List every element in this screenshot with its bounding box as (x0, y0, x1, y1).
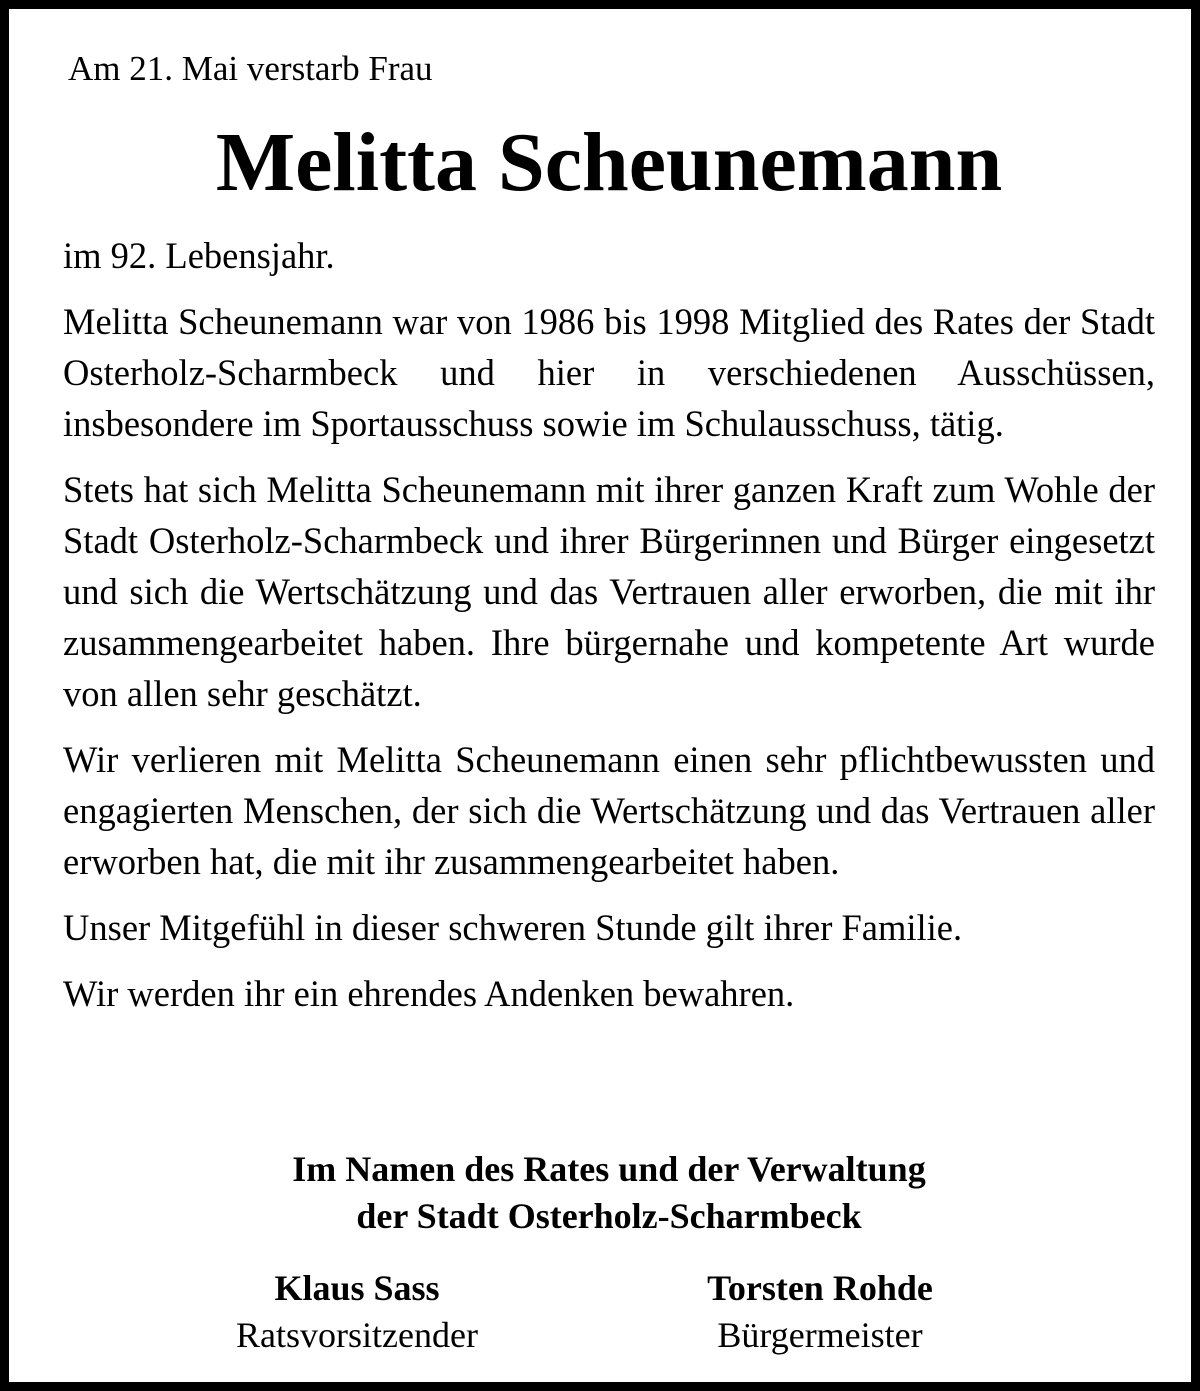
paragraph-condolence: Unser Mitgefühl in dieser schweren Stunde gilt ihrer Familie. (63, 907, 963, 948)
obituary-body (63, 230, 1155, 1034)
signer-title: Ratsvorsitzender (236, 1315, 478, 1355)
intro-line: Am 21. Mai verstarb Frau (68, 49, 433, 88)
paragraph-council-membership: Melitta Scheunemann war von 1986 bis 1998 Mitglied des Rates der Stadt Osterholz-Scharmbeck und hier in verschiedenen Ausschüssen, insbesondere im Sportausschuss sowie im Schulausschuss, tätig. (63, 301, 1155, 444)
paragraph-remembrance: Wir werden ihr ein ehrendes Andenken bewahren. (63, 973, 795, 1014)
on-behalf-block (9, 1146, 1200, 1240)
signer-name: Torsten Rohde (707, 1268, 933, 1308)
paragraph-service: Stets hat sich Melitta Scheunemann mit ihrer ganzen Kraft zum Wohle der Stadt Osterholz-Scharmbeck und ihrer Bürgerinnen und Bürger eingesetzt und sich die Wertschätzung und das Vertrauen aller erworben, die mit ihr zusammengearbeitet haben. Ihre bürgernahe und kompetente Art wurde von allen sehr geschätzt. (63, 469, 1155, 714)
paragraph-loss: Wir verlieren mit Melitta Scheunemann einen sehr pflichtbewussten und engagierten Menschen, der sich die Wertschätzung und das Vertrauen aller erworben hat, die mit ihr zusammengearbeitet haben. (63, 739, 1155, 882)
signer-mayor (620, 1265, 1020, 1359)
signer-council-chair (157, 1265, 557, 1359)
on-behalf-line-2: der Stadt Osterholz-Scharmbeck (356, 1196, 862, 1236)
signer-name: Klaus Sass (274, 1268, 440, 1308)
on-behalf-line-1: Im Namen des Rates und der Verwaltung (292, 1149, 926, 1189)
signer-title: Bürgermeister (717, 1315, 923, 1355)
deceased-name: Melitta Scheunemann (215, 116, 1003, 209)
age-line: im 92. Lebensjahr. (63, 235, 335, 276)
